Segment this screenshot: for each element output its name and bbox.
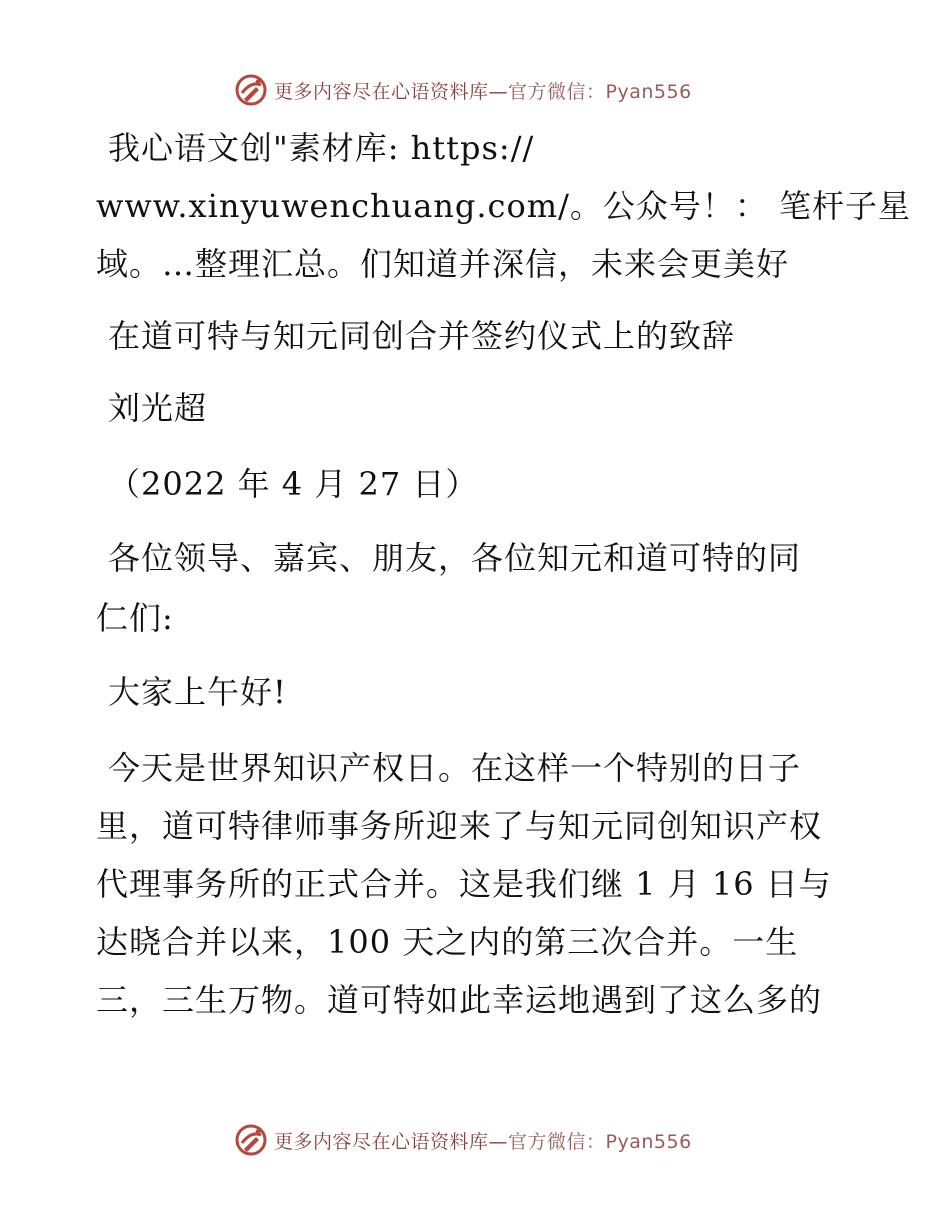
footer-banner-text: 更多内容尽在心语资料库—官方微信：Pyan556 (274, 1130, 692, 1153)
body-line-1: 我心语文创"素材库: https:// (108, 129, 535, 167)
body-line-3: 域。…整理汇总。们知道并深信，未来会更美好 (96, 245, 790, 283)
speech-title: 在道可特与知元同创合并签约仪式上的致辞 (108, 317, 736, 355)
speaker-name: 刘光超 (108, 389, 208, 427)
pen-logo-icon (234, 1123, 268, 1157)
body-line-9: 大家上午好! (108, 673, 287, 711)
body-line-14: 三，三生万物。道可特如此幸运地遇到了这么多的 (96, 981, 823, 1019)
body-line-2: www.xinyuwenchuang.com/。公众号！： 笔杆子星 (96, 187, 912, 225)
body-line-10: 今天是世界知识产权日。在这样一个特别的日子 (108, 749, 802, 787)
body-line-7: 各位领导、嘉宾、朋友，各位知元和道可特的同 (108, 539, 802, 577)
speech-date: （2022 年 4 月 27 日） (108, 465, 479, 503)
body-line-8: 仁们: (96, 599, 174, 637)
body-line-13: 达晓合并以来，100 天之内的第三次合并。一生 (96, 923, 799, 961)
header-banner-text: 更多内容尽在心语资料库—官方微信：Pyan556 (274, 80, 692, 103)
pen-logo-icon (234, 73, 268, 107)
body-line-11: 里，道可特律师事务所迎来了与知元同创知识产权 (96, 807, 823, 845)
body-line-12: 代理事务所的正式合并。这是我们继 1 月 16 日与 (96, 865, 832, 903)
header-banner (234, 72, 734, 108)
footer-banner (234, 1122, 734, 1158)
